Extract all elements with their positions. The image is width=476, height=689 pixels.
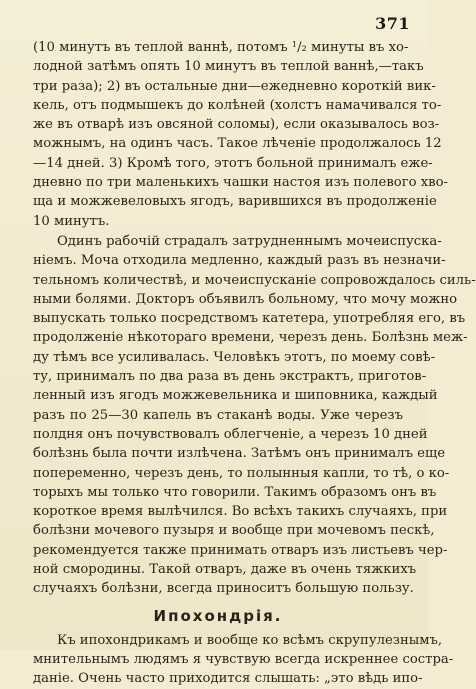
section-heading: Ипохондрія. xyxy=(153,606,283,625)
text-line: полдня онъ почувствовалъ облегченіе, а черезъ 10 дней xyxy=(33,426,428,442)
page-number: 371 xyxy=(375,14,410,33)
text-line: 10 минутъ. xyxy=(33,213,110,229)
text-line: Одинъ рабочій страдалъ затрудненнымъ мочеиспуска- xyxy=(57,233,442,249)
text-line: короткое время вылѣчился. Во всѣхъ такихъ случаяхъ, при xyxy=(33,504,448,520)
text-line: рекомендуется также принимать отваръ изъ листьевъ чер- xyxy=(33,542,448,558)
text-line: болѣзнь была почти излѣчена. Затѣмъ онъ принималъ еще xyxy=(33,446,446,462)
text-line: кель, отъ подмышекъ до колѣней (холстъ намачивался то- xyxy=(33,97,442,113)
text-line: выпускать только посредствомъ катетера, употребляя его, въ xyxy=(33,311,466,327)
text-line: ща и можжевеловыхъ ягодъ, варившихся въ продолженіе xyxy=(33,194,437,210)
paragraph-2 xyxy=(33,232,476,599)
text-line: (10 минутъ въ теплой ваннѣ, потомъ ¹/₂ минуты въ хо- xyxy=(33,40,409,55)
text-line: можнымъ, на одинъ часъ. Такое лѣченіе продолжалось 12 xyxy=(33,136,442,152)
text-line: лодной затѣмъ опять 10 минутъ въ теплой ваннѣ,—такъ xyxy=(33,59,424,75)
text-line: попеременно, черезъ день, то полынныя капли, то тѣ, о ко- xyxy=(33,465,450,481)
page-content xyxy=(33,38,476,689)
text-line: три раза); 2) въ остальные дни—ежедневно короткій вик- xyxy=(33,78,436,94)
text-line: болѣзни мочевого пузыря и вообще при мочевомъ пескѣ, xyxy=(33,523,435,539)
text-line: ной смородины. Такой отваръ, даже въ очень тяжкихъ xyxy=(33,562,417,578)
text-line: ду тѣмъ все усиливалась. Человѣкъ этотъ, по моему совѣ- xyxy=(33,349,436,365)
text-line: —14 дней. 3) Кромѣ того, этотъ больной принималъ еже- xyxy=(33,155,433,171)
text-line: мнительнымъ людямъ я чувствую всегда искреннее состра- xyxy=(33,651,454,667)
text-line: тельномъ количествѣ, и мочеиспусканіе сопровождалось силь- xyxy=(33,272,476,288)
text-line: ніемъ. Моча отходила медленно, каждый разъ въ незначи- xyxy=(33,253,446,269)
text-line: дневно по три маленькихъ чашки настоя изъ полевого хво- xyxy=(33,175,449,191)
text-line: Къ ипохондрикамъ и вообще ко всѣмъ скрупулезнымъ, xyxy=(57,632,443,648)
text-line: продолженіе нѣкотораго времени, черезъ день. Болѣзнь меж- xyxy=(33,330,468,346)
paragraph-1 xyxy=(33,38,449,231)
paragraph-3 xyxy=(33,631,454,689)
text-line: ленный изъ ягодъ можжевельника и шиповника, каждый xyxy=(33,388,438,404)
text-line: случаяхъ болѣзни, всегда приноситъ большую пользу. xyxy=(33,581,414,597)
text-line: торыхъ мы только что говорили. Такимъ образомъ онъ въ xyxy=(33,484,437,500)
text-line: ными болями. Докторъ объявилъ больному, что мочу можно xyxy=(33,291,458,307)
text-line: разъ по 25—30 капель въ стаканѣ воды. Уже черезъ xyxy=(33,407,403,423)
text-line: же въ отварѣ изъ овсяной соломы), если оказывалось воз- xyxy=(33,117,440,133)
text-line: даніе. Очень часто приходится слышать: „это вѣдь ипо- xyxy=(33,671,423,687)
text-line: ту, принималъ по два раза въ день экстрактъ, приготов- xyxy=(33,369,427,385)
